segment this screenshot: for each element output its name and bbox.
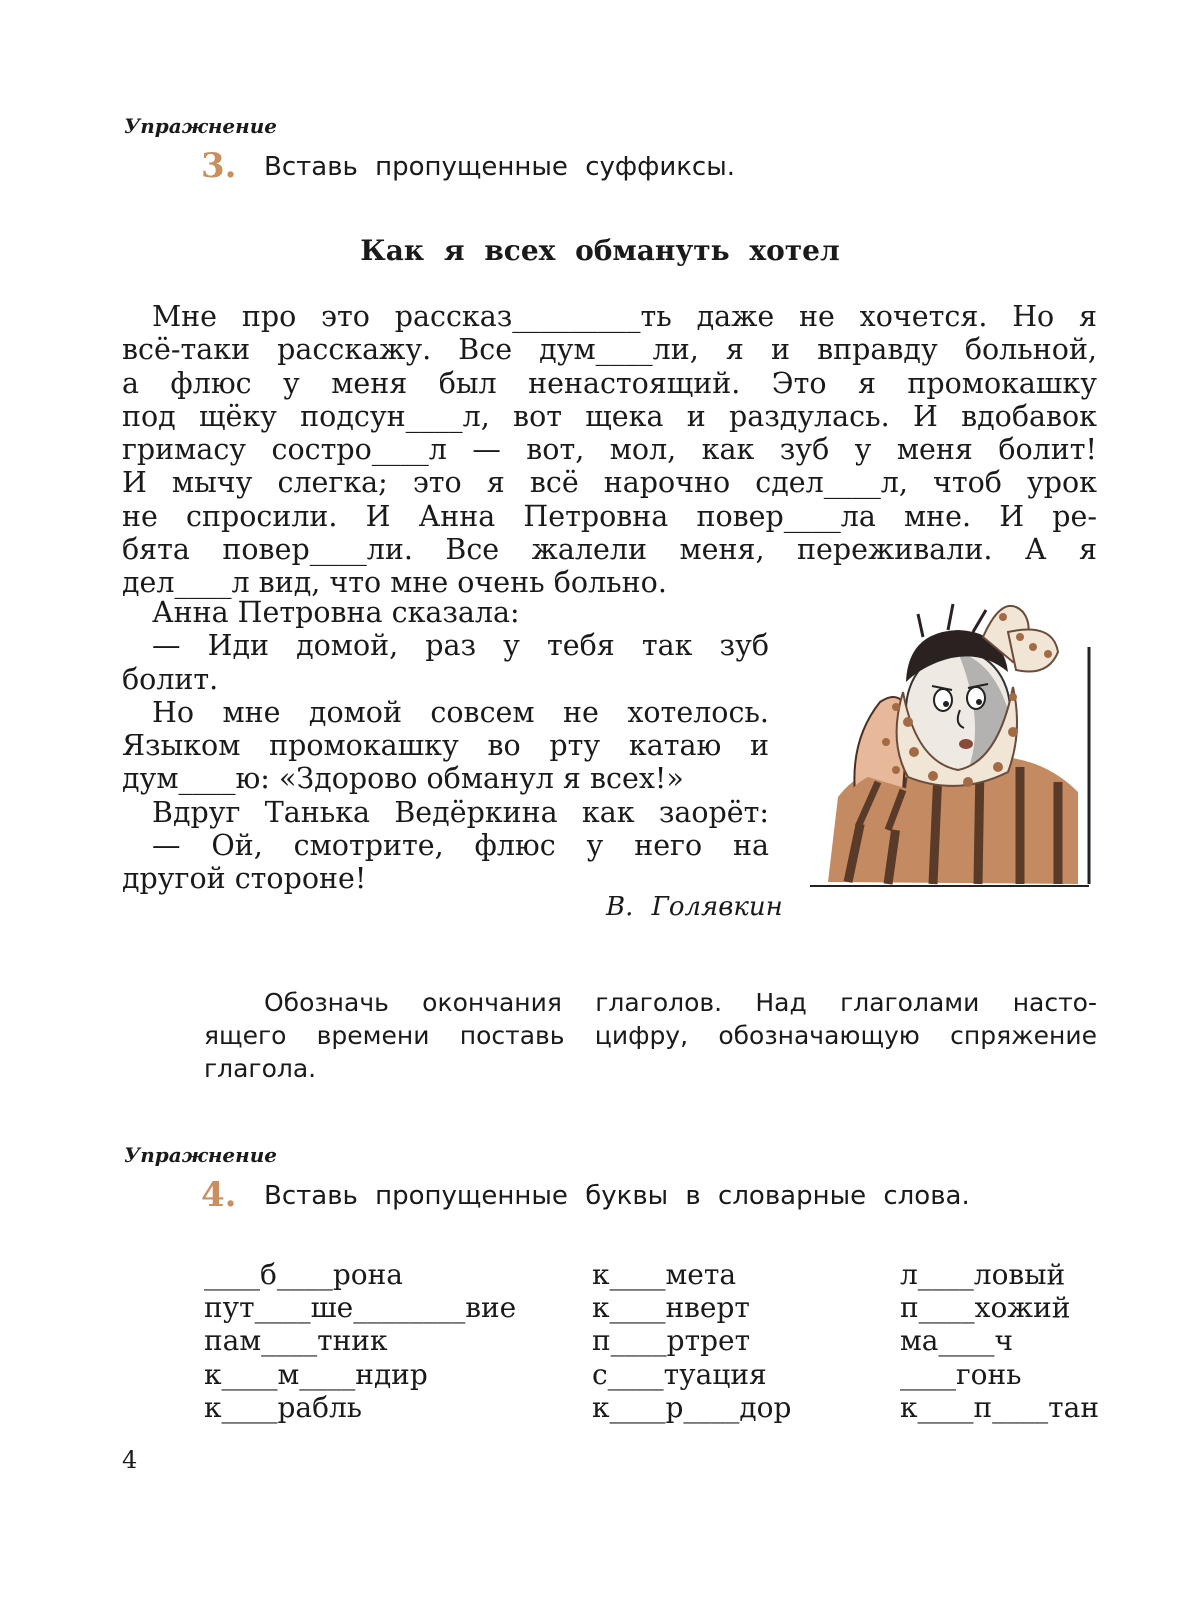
- list-item: к____рабль: [204, 1390, 363, 1424]
- story-line: И мычу слегка; это я всё нарочно сдел____л, чтоб урок: [122, 466, 1097, 500]
- story-line: Вдруг Танька Ведёркина как заорёт:: [152, 795, 769, 829]
- story-line: Мне про это рассказ_________ть даже не хочется. Но я: [152, 300, 1097, 333]
- story-dialog: [122, 596, 769, 896]
- word-column-1: [204, 1258, 516, 1424]
- task-line: глагола.: [204, 1054, 317, 1083]
- story-line: Анна Петровна сказала:: [152, 596, 520, 629]
- list-item: к____нверт: [592, 1291, 750, 1325]
- list-item: к____м____ндир: [204, 1357, 428, 1391]
- story-text: [122, 300, 1097, 600]
- list-item: к____мета: [592, 1258, 737, 1291]
- story-line: бята повер____ли. Все жалели меня, переживали. А я: [122, 533, 1097, 567]
- story-line: дел____л вид, что мне очень больно.: [122, 566, 667, 600]
- story-line: — Ой, смотрите, флюс у него на: [152, 829, 769, 863]
- story-line: Языком промокашку во рту катаю и: [122, 729, 769, 763]
- story-line: всё-таки расскажу. Все дум____ли, я и вправду больной,: [122, 333, 1097, 367]
- exercise-3-number: 3.: [201, 146, 237, 186]
- story-line: не спросили. И Анна Петровна повер____ла мне. И ре-: [122, 499, 1097, 533]
- task-line: ящего времени поставь цифру, обозначающую спряжение: [204, 1021, 1097, 1050]
- exercise-4-label: Упражнение: [124, 1143, 277, 1167]
- story-line: Но мне домой совсем не хотелось.: [152, 695, 769, 729]
- exercise-3-label: Упражнение: [124, 114, 277, 138]
- task-line: Обозначь окончания глаголов. Над глаголами насто-: [264, 988, 1097, 1017]
- exercise-4-number: 4.: [201, 1175, 237, 1215]
- list-item: ____б____рона: [204, 1258, 403, 1291]
- word-column-3: [900, 1258, 1099, 1424]
- story-line: другой стороне!: [122, 862, 367, 896]
- list-item: к____р____дор: [592, 1390, 792, 1424]
- boy-with-toothache-illustration: [808, 592, 1098, 922]
- story-title: Как я всех обмануть хотел: [360, 234, 840, 267]
- story-author: В. Голявкин: [606, 892, 783, 922]
- list-item: с____туация: [592, 1357, 767, 1391]
- story-line: гримасу состро____л — вот, мол, как зуб у меня болит!: [122, 433, 1097, 467]
- list-item: л____ловый: [900, 1258, 1066, 1291]
- story-line: болит.: [122, 662, 219, 696]
- list-item: ____гонь: [900, 1357, 1022, 1391]
- story-line: под щёку подсун____л, вот щека и раздулась. И вдобавок: [122, 399, 1097, 433]
- list-item: ма____ч: [900, 1324, 1013, 1358]
- list-item: пам____тник: [204, 1324, 388, 1358]
- story-line: а флюс у меня был ненастоящий. Это я промокашку: [122, 366, 1097, 400]
- page-number: 4: [122, 1446, 138, 1474]
- story-line: — Иди домой, раз у тебя так зуб: [152, 629, 769, 663]
- list-item: п____ртрет: [592, 1324, 751, 1358]
- word-column-2: [592, 1258, 791, 1424]
- list-item: к____п____тан: [900, 1390, 1100, 1424]
- story-line: дум____ю: «Здорово обманул я всех!»: [122, 762, 684, 796]
- list-item: пут____ше________вие: [204, 1291, 517, 1325]
- exercise-4-task: Вставь пропущенные буквы в словарные слова.: [264, 1181, 970, 1211]
- exercise-3-task: Вставь пропущенные суффиксы.: [264, 152, 736, 182]
- task-verb-endings: [204, 986, 1097, 1085]
- list-item: п____хожий: [900, 1291, 1071, 1325]
